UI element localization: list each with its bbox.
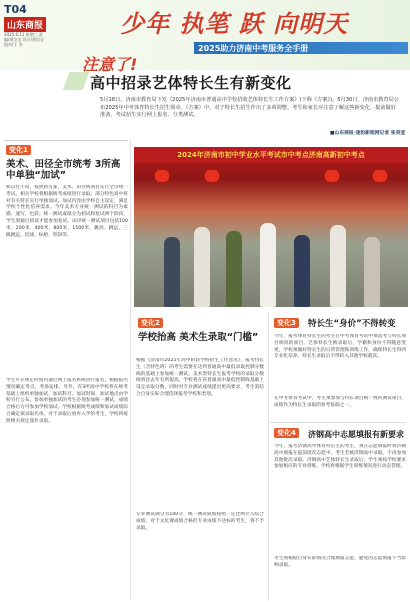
section-divider bbox=[270, 422, 406, 423]
section-2-title: 学校抬高 美术生录取“门槛” bbox=[138, 332, 259, 343]
person-figure bbox=[294, 235, 310, 307]
article-headline: 高中招录艺体特长生有新变化 bbox=[90, 74, 292, 92]
section-3-tag: 变化3 bbox=[274, 318, 299, 328]
section-4-body: 今年，报考济钢高中体育特长生的考生，须在志愿填报时将济钢高中填报在提前批次志愿中。考生若被济钢高中录取，不再参加其他批次录取。济钢高中艺体特长生录取后，学生须按学校要求参加相应的专业训练，学校将根据学生训练情况进行动态管理。 bbox=[274, 444, 406, 470]
news-photo bbox=[134, 147, 408, 307]
photo-banner-text: 2024年济南市初中学业水平考试市中考点济南高新初中考点 bbox=[134, 147, 408, 163]
person-figure bbox=[194, 227, 210, 307]
column-divider bbox=[268, 313, 269, 601]
section-2-body: 根据《济南市2025年高中阶段学校招生工作意见》，报考特长生（含特色班）的考生需要在达到普通高中最低录取控制分数线的基础上参加统一测试。美术类特长生报考学校的录取分数线将比去年有所提高，学校将在省普通高中最低控制线基础上设定录取分数，同时对专业测试成绩提出更高要求，考生需结合自身实际合理选择报考学校和类别。 bbox=[136, 358, 264, 397]
divider bbox=[4, 140, 128, 141]
lantern-icon bbox=[372, 169, 388, 183]
section-4-body-2: 考生须根据自身实际情况合理填报志愿，避免因志愿填报不当影响录取。 bbox=[274, 556, 406, 568]
section-4-title: 济钢高中志愿填报有新要求 bbox=[308, 430, 404, 439]
person-figure bbox=[330, 225, 346, 307]
masthead-slogan: 少年 执笔 跃 向明天 bbox=[120, 9, 349, 38]
section-1-title: 美术、田径全市统考 3所高中单独“加试” bbox=[6, 159, 121, 181]
section-1-body-2: 学生可在规定时间内通过网上报名系统进行报名，根据报名情况确定考点、考场安排。另外，有3所高中学校将在统考基础上组织单独加试，加试科目、加试时间、加试地点由学校另行公布。参加单独加试的考生必须参加统一测试，成绩合格后方可参加学校加试。学校根据统考成绩和加试成绩综合确定拟录取名单。对于录取后放弃入学的考生，学校将按照相关规定递补录取。 bbox=[6, 378, 128, 424]
paper-name-badge: 山东商报 bbox=[4, 17, 46, 32]
person-figure bbox=[226, 231, 242, 307]
person-figure bbox=[364, 237, 380, 307]
manual-title: 2025助力济南中考服务全手册 bbox=[198, 44, 309, 53]
person-figure bbox=[164, 237, 180, 307]
article-lead: 5月18日，济南市教育局下发《2025年济南市普通高中学校招收艺体特长生工作方案》(下称《方案》)。5月30日，济南市教育局公布2025年中考体育特长生招生简章。《方案》中，对于特长生招生作出了多项调整。考生和家长应注意了解这些新变化，提前做好准备。考试招生实行网上报名、分类测试。 bbox=[100, 97, 400, 119]
section-3-body: 今年，报考体育特长生的考生在中考体育考试中须选考与特长项目相同的项目。艺体特长生被录取后，学籍和身份不得随意变更，学校须做好特长生的日常管理和训练工作，确保特长生得到专业化培养。特长生录取后不得转入其他学校就读。 bbox=[274, 334, 406, 360]
article-credit: ■山东商报·速豹新闻网记者 张昊莹 bbox=[330, 131, 406, 136]
notice-text: 注意了! bbox=[82, 55, 138, 74]
lantern-icon bbox=[154, 169, 170, 183]
section-3-title: 特长生“身价”不得转变 bbox=[308, 319, 396, 329]
section-3-body-2: 在中考体育考试中，考生须参加与特长项目相一致的测试项目，成绩作为特长生录取的参考依据之一。 bbox=[274, 396, 406, 408]
section-1-tag: 变化1 bbox=[6, 145, 31, 155]
person-figure bbox=[260, 223, 276, 307]
lantern-icon bbox=[324, 169, 340, 183]
lantern-icon bbox=[204, 169, 220, 183]
section-2-body-2: 专业测试满分为100分，统一测试成绩按照一定比例计入综合成绩。对于文化课成绩合格但专业成绩不达标的考生，将不予录取。 bbox=[136, 512, 264, 531]
page-number: T04 bbox=[4, 3, 27, 16]
section-2-tag: 变化2 bbox=[138, 318, 163, 328]
section-1-body: 和以往不同，按照新方案，美术、田径两项目实行全市统一考试。相关学校将根据统考成绩进行录取。部分特色高中将对有关特长实行单独加试，加试内容由学校自主设定，满足学校个性化培养需求。今年美术专业统一测试的科目为素描、速写、色彩。统一测试成绩分为初试和复试两个阶段，学生须通过初试才能参加复试。田径统一测试项目包括100米、200米、400米、800米、1500米、跳高、跳远、三级跳远、铅球、标枪、铁饼等。 bbox=[6, 185, 128, 238]
column-divider bbox=[130, 140, 131, 600]
masthead-meta: 2025.6.11 星期三 责编/胡宗宝 设计/胡宗宝 校对/王 冬 bbox=[4, 32, 44, 47]
section-4-tag: 变化4 bbox=[274, 428, 299, 438]
